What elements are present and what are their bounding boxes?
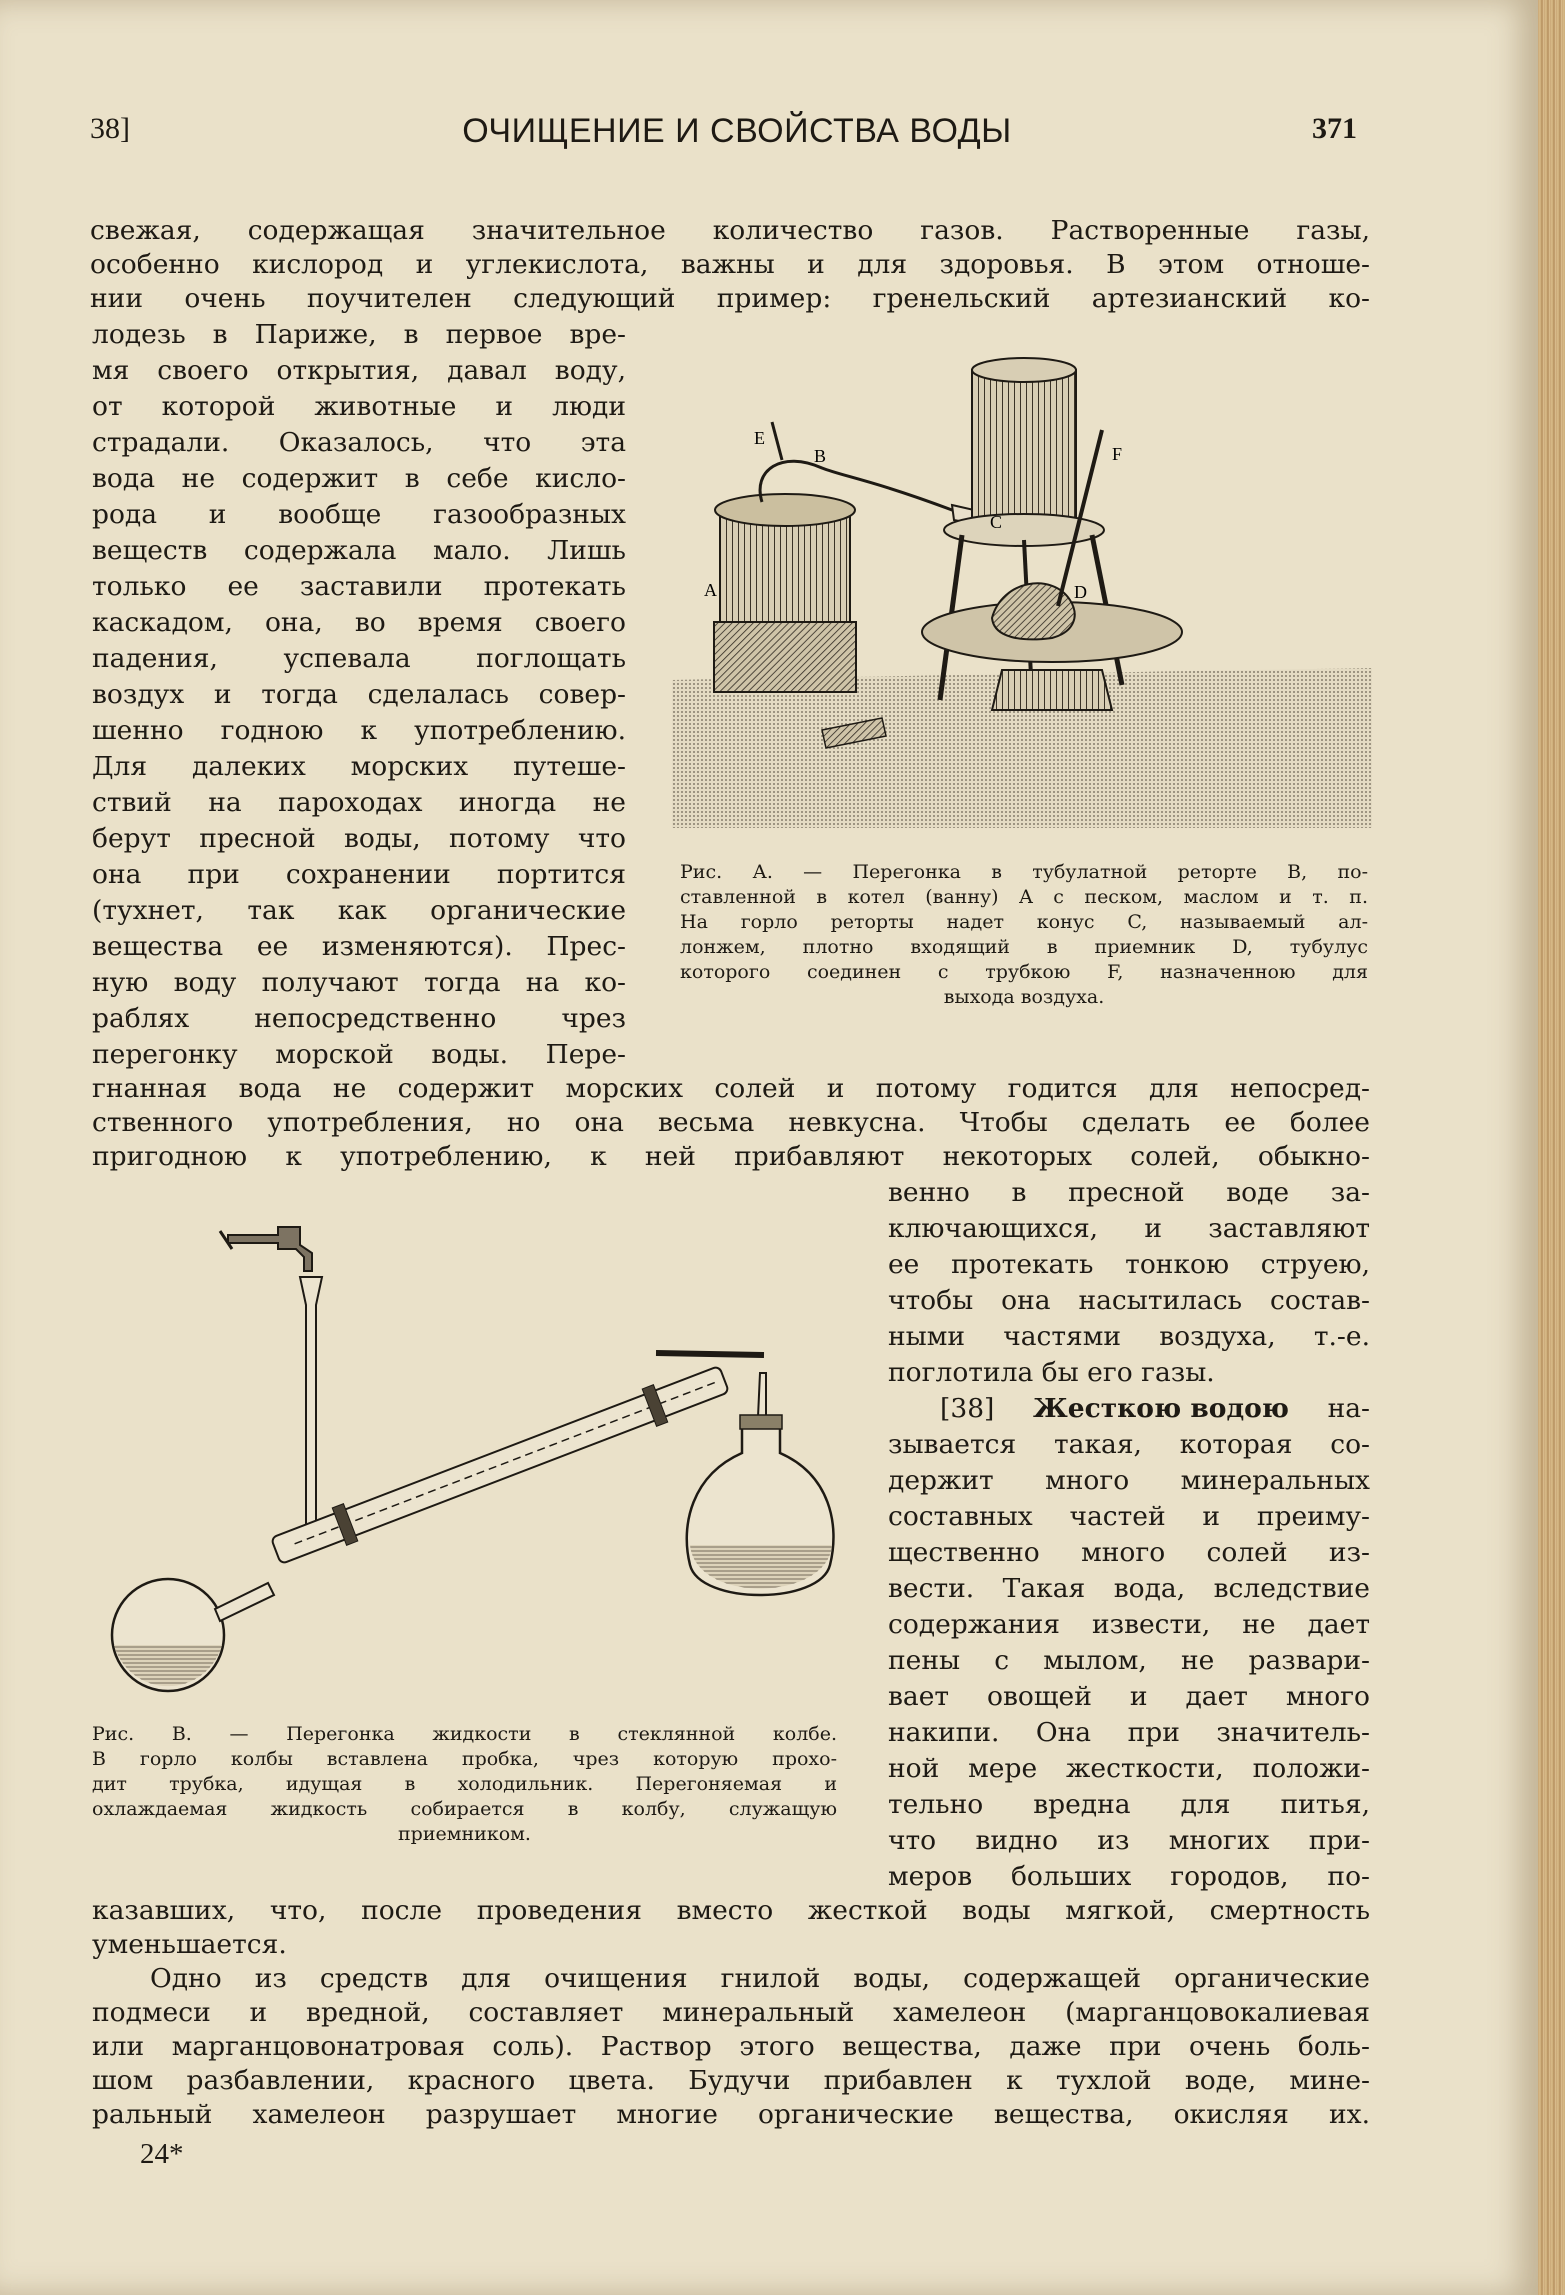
text-line: шом разбавлении, красного цвета. Будучи прибавлен к тухлой воде, мине- xyxy=(92,2065,1370,2096)
text-line: пригодною к употреблению, к ней прибавляют некоторых солей, обыкно- xyxy=(92,1141,1370,1172)
text-line: подмеси и вредной, составляет минеральный хамелеон (марганцовокалиевая xyxy=(92,1997,1370,2028)
signature-mark: 24* xyxy=(140,2138,184,2170)
text-line: только ее заставили протекать xyxy=(92,571,626,602)
text-line: зывается такая, которая со- xyxy=(888,1429,1370,1460)
furnace xyxy=(720,510,850,630)
paragraph-38-first-line xyxy=(940,1392,1370,1426)
page-title: ОЧИЩЕНИЕ И СВОЙСТВА ВОДЫ xyxy=(462,112,1012,150)
figure-label: E xyxy=(754,428,765,448)
flask-liquid xyxy=(114,1645,222,1686)
figure-b-caption-line: Рис. В. — Перегонка жидкости в стеклянной колбе. xyxy=(92,1723,837,1745)
text-line: вает овощей и дает много xyxy=(888,1681,1370,1712)
text-line: ными частями воздуха, т.-е. xyxy=(888,1321,1370,1352)
text-line: свежая, содержащая значительное количество газов. Растворенные газы, xyxy=(90,215,1370,246)
text-line: вода не содержит в себе кисло- xyxy=(92,463,626,494)
water-vessel-top xyxy=(972,358,1076,382)
text-line: составных частей и преиму- xyxy=(888,1501,1370,1532)
furnace-base xyxy=(714,622,856,692)
figure-label: F xyxy=(1112,444,1123,464)
condenser-jacket xyxy=(271,1366,729,1564)
figure-a-caption-line: лонжем, плотно входящий в приемник D, тубулус xyxy=(680,936,1368,958)
text-line: вещества ее изменяются). Прес- xyxy=(92,931,626,962)
text-line: каскадом, она, во время своего xyxy=(92,607,626,638)
figure-a-caption-line: На горло реторты надет конус C, называемый ал- xyxy=(680,911,1368,933)
text-line: берут пресной воды, потому что xyxy=(92,823,626,854)
text-line: держит много минеральных xyxy=(888,1465,1370,1496)
text-line: раблях непосредственно чрез xyxy=(92,1003,626,1034)
figure-a-caption-line: которого соединен с трубкою F, назначенною для xyxy=(680,961,1368,983)
figure-b-caption-line: приемником. xyxy=(398,1823,531,1845)
book-edge xyxy=(1538,0,1565,2295)
figure-label: A xyxy=(704,580,717,600)
text-line: что видно из многих при- xyxy=(888,1825,1370,1856)
sand-bath xyxy=(715,494,855,526)
text-line: она при сохранении портится xyxy=(92,859,626,890)
flask-neck xyxy=(215,1583,274,1621)
text-line: ной мере жесткости, положи- xyxy=(888,1753,1370,1784)
figure-b-caption-line: дит трубка, идущая в холодильник. Перегоняемая и xyxy=(92,1773,837,1795)
text-line: (тухнет, так как органические xyxy=(92,895,626,926)
figure-b-caption-line: охлаждаемая жидкость собирается в колбу, служащую xyxy=(92,1798,837,1820)
text-line: нии очень поучителен следующий пример: гренельский артезианский ко- xyxy=(90,283,1370,314)
figure-label: D xyxy=(1074,582,1087,602)
outlet-tube xyxy=(758,1373,766,1417)
text-line: вести. Такая вода, вследствие xyxy=(888,1573,1370,1604)
receiver-stopper xyxy=(740,1415,782,1429)
figure-label: C xyxy=(990,512,1003,532)
figure-b-caption-line: В горло колбы вставлена пробка, чрез которую прохо- xyxy=(92,1748,837,1770)
text-line: падения, успевала поглощать xyxy=(92,643,626,674)
figure-a-illustration xyxy=(672,350,1372,828)
text-line: воздух и тогда сделалась совер- xyxy=(92,679,626,710)
text-line: уменьшается. xyxy=(92,1929,287,1960)
text-line: щественно много солей из- xyxy=(888,1537,1370,1568)
text-line: ральный хамелеон разрушает многие органические вещества, окисляя их. xyxy=(92,2099,1370,2130)
text-line: тельно вредна для питья, xyxy=(888,1789,1370,1820)
text-line: страдали. Оказалось, что эта xyxy=(92,427,626,458)
text-line: Одно из средств для очищения гнилой воды, содержащей органические xyxy=(150,1963,1370,1994)
page-number: 371 xyxy=(1312,112,1357,145)
paragraph-number: [38] xyxy=(940,1393,995,1424)
figure-a-caption-line: Рис. А. — Перегонка в тубулатной реторте B, по- xyxy=(680,861,1368,883)
text-line: чтобы она насытилась состав- xyxy=(888,1285,1370,1316)
figure-b-illustration xyxy=(100,1205,850,1705)
defined-term: Жесткою водою xyxy=(1032,1393,1289,1424)
text-line: или марганцовонатровая соль). Раствор этого вещества, даже при очень боль- xyxy=(92,2031,1370,2062)
retort-tubulus xyxy=(772,422,782,460)
text-line: от которой животные и люди xyxy=(92,391,626,422)
text-line: казавших, что, после проведения вместо жесткой воды мягкой, смертность xyxy=(92,1895,1370,1926)
water-faucet xyxy=(228,1227,312,1271)
text-line: содержания извести, не дает xyxy=(888,1609,1370,1640)
text-fragment: на- xyxy=(1327,1393,1370,1424)
figure-a-caption-line: ставленной в котел (ванну) A с песком, маслом и т. п. xyxy=(680,886,1368,908)
text-line: мя своего открытия, давал воду, xyxy=(92,355,626,386)
text-line: ственного употребления, но она весьма невкусна. Чтобы сделать ее более xyxy=(92,1107,1370,1138)
text-line: лодезь в Париже, в первое вре- xyxy=(92,319,626,350)
text-line: венно в пресной воде за- xyxy=(888,1177,1370,1208)
water-vessel xyxy=(972,370,1076,530)
text-line: ее протекать тонкою струею, xyxy=(888,1249,1370,1280)
text-line: пены с мылом, не развари- xyxy=(888,1645,1370,1676)
text-line: ключающихся, и заставляют xyxy=(888,1213,1370,1244)
text-line: поглотила бы его газы. xyxy=(888,1357,1215,1388)
condenser xyxy=(269,1360,731,1569)
text-line: рода и вообще газообразных xyxy=(92,499,626,530)
text-line: особенно кислород и углекислота, важны и для здоровья. В этом отноше- xyxy=(90,249,1370,280)
figure-a-caption-line: выхода воздуха. xyxy=(943,986,1105,1008)
text-line: ствий на пароходах иногда не xyxy=(92,787,626,818)
text-line: перегонку морской воды. Пере- xyxy=(92,1039,626,1070)
text-line: ную воду получают тогда на ко- xyxy=(92,967,626,998)
text-line: гнанная вода не содержит морских солей и потому годится для непосред- xyxy=(92,1073,1370,1104)
figure-label: B xyxy=(814,446,827,466)
water-inlet-tube xyxy=(300,1277,322,1545)
text-line: Для далеких морских путеше- xyxy=(92,751,626,782)
text-line: меров больших городов, по- xyxy=(888,1861,1370,1892)
text-line: веществ содержала мало. Лишь xyxy=(92,535,626,566)
outlet-tube-top xyxy=(656,1353,764,1355)
text-line: шенно годною к употреблению. xyxy=(92,715,626,746)
basin-foot xyxy=(992,670,1112,710)
text-line: накипи. Она при значитель- xyxy=(888,1717,1370,1748)
section-number: 38] xyxy=(90,112,130,145)
